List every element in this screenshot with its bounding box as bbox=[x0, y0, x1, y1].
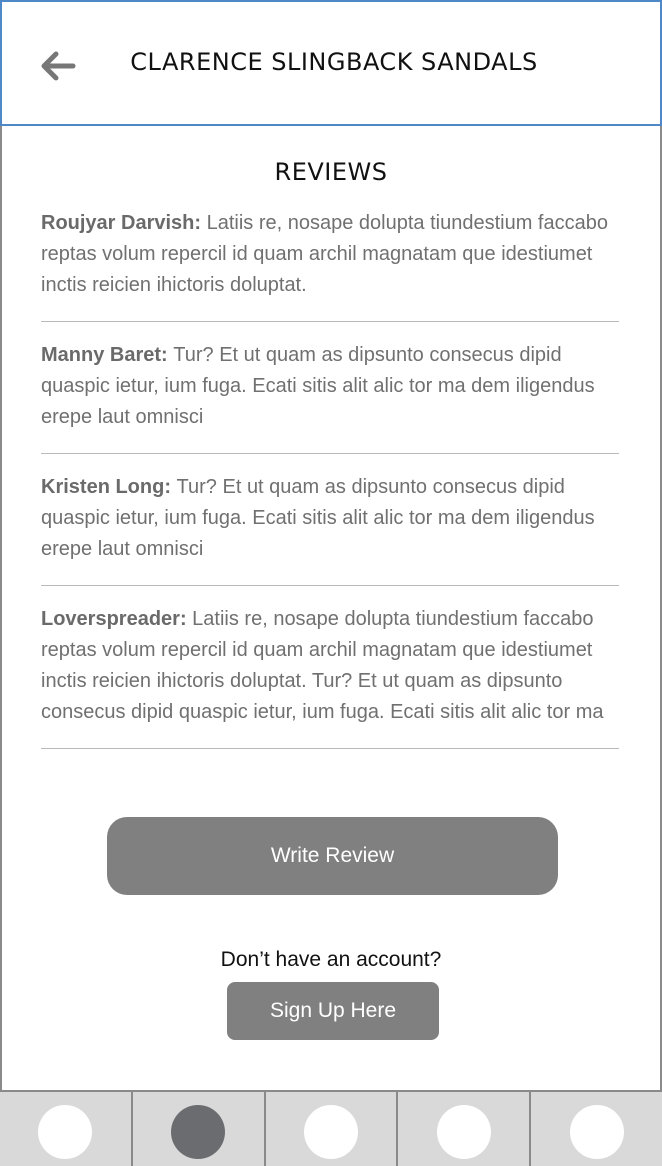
review-author: Loverspreader: bbox=[41, 608, 193, 630]
review-text: Latiis re, nosape dolupta tiundestium faccabo reptas volum repercil id quam archil magnatam que idestiumet inctis reicien ihictoris doluptat. bbox=[41, 212, 608, 296]
review-text: Tur? Et ut quam as dipsunto consecus dipid quaspic ietur, ium fuga. Ecati sitis alit alic tor ma dem iligendus erepe laut omnisci bbox=[41, 476, 595, 560]
tab-dot-icon bbox=[437, 1105, 491, 1159]
write-review-button[interactable]: Write Review bbox=[107, 817, 558, 895]
tab-3[interactable] bbox=[266, 1092, 399, 1166]
tab-dot-icon bbox=[304, 1105, 358, 1159]
reviews-list bbox=[41, 208, 619, 767]
tab-dot-icon bbox=[171, 1105, 225, 1159]
review-text: Latiis re, nosape dolupta tiundestium faccabo reptas volum repercil id quam archil magnatam que idestiumet inctis reicien ihictoris doluptat. Tur? Et ut quam as dipsunto consecus dipid quaspic ietur, ium fuga. Ecati sitis alit alic tor ma bbox=[41, 608, 604, 723]
bottom-tab-bar bbox=[0, 1090, 662, 1166]
top-header bbox=[0, 0, 662, 126]
tab-2[interactable] bbox=[133, 1092, 266, 1166]
page-title: CLARENCE SLINGBACK SANDALS bbox=[130, 48, 538, 76]
tab-1[interactable] bbox=[0, 1092, 133, 1166]
no-account-prompt: Don’t have an account? bbox=[220, 948, 442, 971]
review-item bbox=[41, 604, 619, 749]
tab-5[interactable] bbox=[531, 1092, 662, 1166]
review-item bbox=[41, 472, 619, 586]
reviews-heading: REVIEWS bbox=[274, 158, 388, 186]
tab-dot-icon bbox=[38, 1105, 92, 1159]
tab-4[interactable] bbox=[398, 1092, 531, 1166]
review-author: Manny Baret: bbox=[41, 344, 174, 366]
tab-dot-icon bbox=[570, 1105, 624, 1159]
review-author: Roujyar Darvish: bbox=[41, 212, 207, 234]
review-text: Tur? Et ut quam as dipsunto consecus dipid quaspic ietur, ium fuga. Ecati sitis alit alic tor ma dem iligendus erepe laut omnisci bbox=[41, 344, 595, 428]
review-author: Kristen Long: bbox=[41, 476, 177, 498]
sign-up-button[interactable]: Sign Up Here bbox=[227, 982, 439, 1040]
review-item bbox=[41, 340, 619, 454]
review-item bbox=[41, 208, 619, 322]
